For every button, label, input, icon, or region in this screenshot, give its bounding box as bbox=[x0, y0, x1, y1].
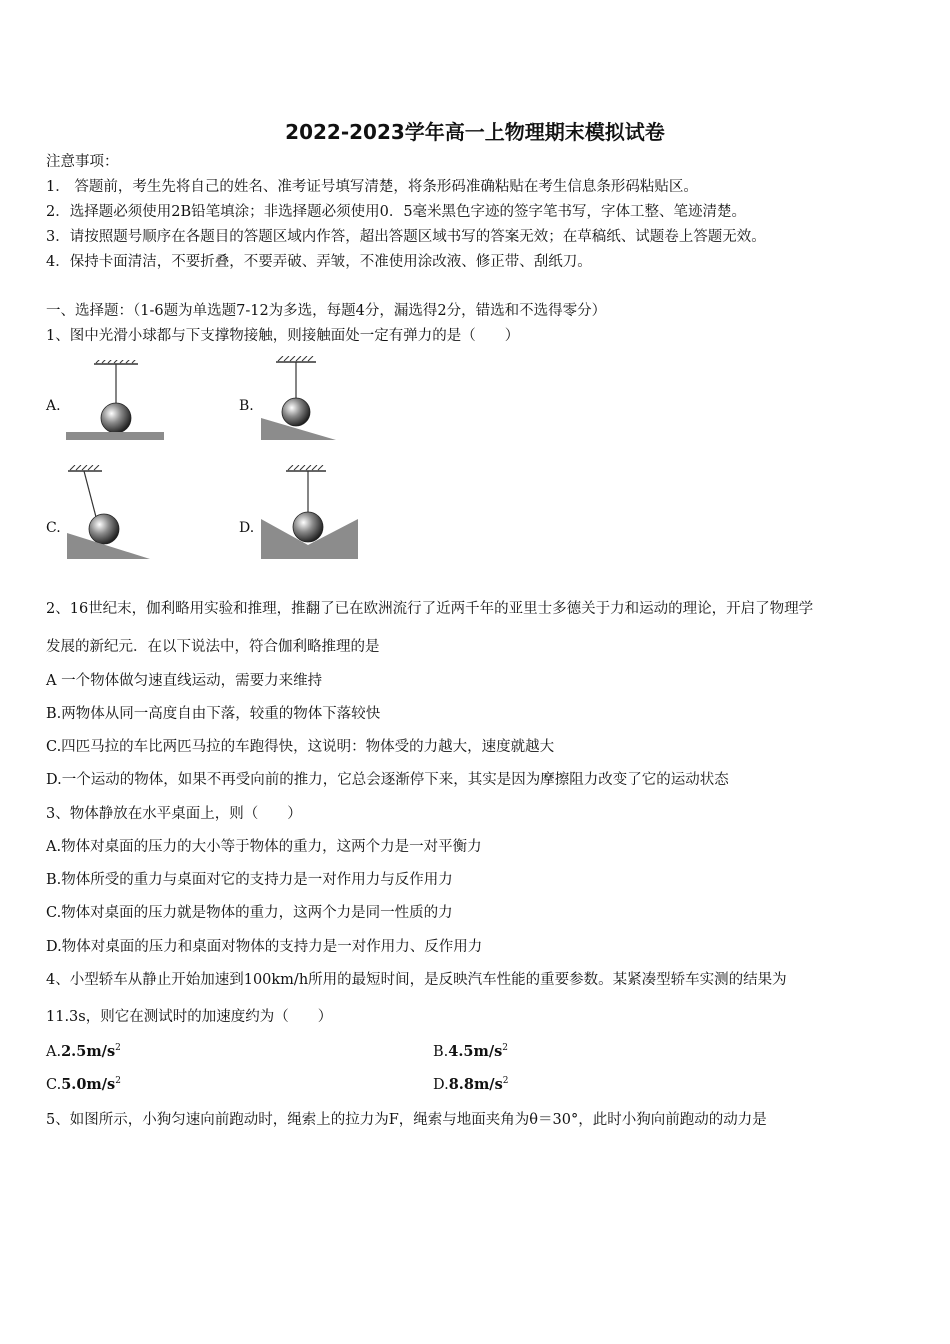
q4-option-c bbox=[46, 1076, 121, 1093]
q4-option-b bbox=[433, 1043, 508, 1060]
q2-option: A 一个物体做匀速直线运动，需要力来维持 bbox=[46, 673, 323, 689]
figure-c-label: C. bbox=[46, 520, 61, 536]
notice-item: 4．保持卡面清洁，不要折叠，不要弄破、弄皱，不准使用涂改液、修正带、刮纸刀。 bbox=[46, 254, 592, 270]
figure-a-label: A. bbox=[46, 398, 61, 414]
q4-stem: 4、小型轿车从静止开始加速到100km/h所用的最短时间，是反映汽车性能的重要参数。某紧凑型轿车实测的结果为 bbox=[46, 972, 787, 988]
q3-option: B.物体所受的重力与桌面对它的支持力是一对作用力与反作用力 bbox=[46, 872, 453, 888]
figure-b-label: B. bbox=[239, 398, 254, 414]
figure-d-label: D. bbox=[239, 520, 255, 536]
q2-stem: 发展的新纪元．在以下说法中，符合伽利略推理的是 bbox=[46, 639, 380, 655]
figure-d bbox=[258, 465, 362, 563]
option-letter: C. bbox=[46, 1077, 62, 1093]
option-value: 5.0m/s bbox=[61, 1076, 116, 1093]
notice-item: 2．选择题必须使用2B铅笔填涂；非选择题必须使用0．5毫米黑色字迹的签字笔书写，字体工整、笔迹清楚。 bbox=[46, 204, 747, 220]
notice-item: 3．请按照题号顺序在各题目的答题区域内作答，超出答题区域书写的答案无效；在草稿纸、试题卷上答题无效。 bbox=[46, 229, 766, 245]
option-letter: D. bbox=[433, 1077, 449, 1093]
q2-option: C.四匹马拉的车比两匹马拉的车跑得快，这说明：物体受的力越大，速度就越大 bbox=[46, 739, 555, 755]
q5-stem: 5、如图所示，小狗匀速向前跑动时，绳索上的拉力为F，绳索与地面夹角为θ＝30°，此时小狗向前跑动的动力是 bbox=[46, 1112, 767, 1128]
option-letter: B. bbox=[433, 1044, 449, 1060]
q2-stem: 2、16世纪末，伽利略用实验和推理，推翻了已在欧洲流行了近两千年的亚里士多德关于力和运动的理论，开启了物理学 bbox=[46, 601, 814, 617]
q4-stem: 11.3s，则它在测试时的加速度约为（ ） bbox=[46, 1009, 333, 1025]
figure-a bbox=[64, 360, 166, 442]
q2-option: B.两物体从同一高度自由下落，较重的物体下落较快 bbox=[46, 706, 381, 722]
notice-item: 1． 答题前，考生先将自己的姓名、准考证号填写清楚，将条形码准确粘贴在考生信息条形码粘贴区。 bbox=[46, 179, 698, 195]
section-heading: 一、选择题：（1-6题为单选题7-12为多选，每题4分，漏选得2分，错选和不选得零分） bbox=[46, 303, 607, 319]
q2-option: D.一个运动的物体，如果不再受向前的推力，它总会逐渐停下来，其实是因为摩擦阻力改变了它的运动状态 bbox=[46, 772, 729, 788]
q4-option-d bbox=[433, 1076, 508, 1093]
option-letter: A. bbox=[46, 1044, 62, 1060]
option-value: 2.5m/s bbox=[61, 1043, 116, 1060]
figure-b bbox=[258, 356, 338, 442]
q4-option-a bbox=[46, 1043, 121, 1060]
q3-stem: 3、物体静放在水平桌面上，则（ ） bbox=[46, 806, 302, 822]
option-exponent: 2 bbox=[115, 1076, 121, 1087]
notice-heading: 注意事项： bbox=[46, 154, 119, 170]
figure-c bbox=[64, 465, 154, 563]
option-exponent: 2 bbox=[502, 1043, 509, 1054]
option-value: 4.5m/s bbox=[448, 1043, 503, 1060]
option-value: 8.8m/s bbox=[448, 1076, 503, 1093]
q1-stem: 1、图中光滑小球都与下支撑物接触，则接触面处一定有弹力的是（ ） bbox=[46, 328, 520, 344]
q3-option: C.物体对桌面的压力就是物体的重力，这两个力是同一性质的力 bbox=[46, 905, 453, 921]
option-exponent: 2 bbox=[502, 1076, 509, 1087]
page-title: 2022-2023学年高一上物理期末模拟试卷 bbox=[285, 120, 665, 144]
option-exponent: 2 bbox=[115, 1043, 121, 1054]
q3-option: D.物体对桌面的压力和桌面对物体的支持力是一对作用力、反作用力 bbox=[46, 939, 483, 955]
q3-option: A.物体对桌面的压力的大小等于物体的重力，这两个力是一对平衡力 bbox=[46, 839, 482, 855]
